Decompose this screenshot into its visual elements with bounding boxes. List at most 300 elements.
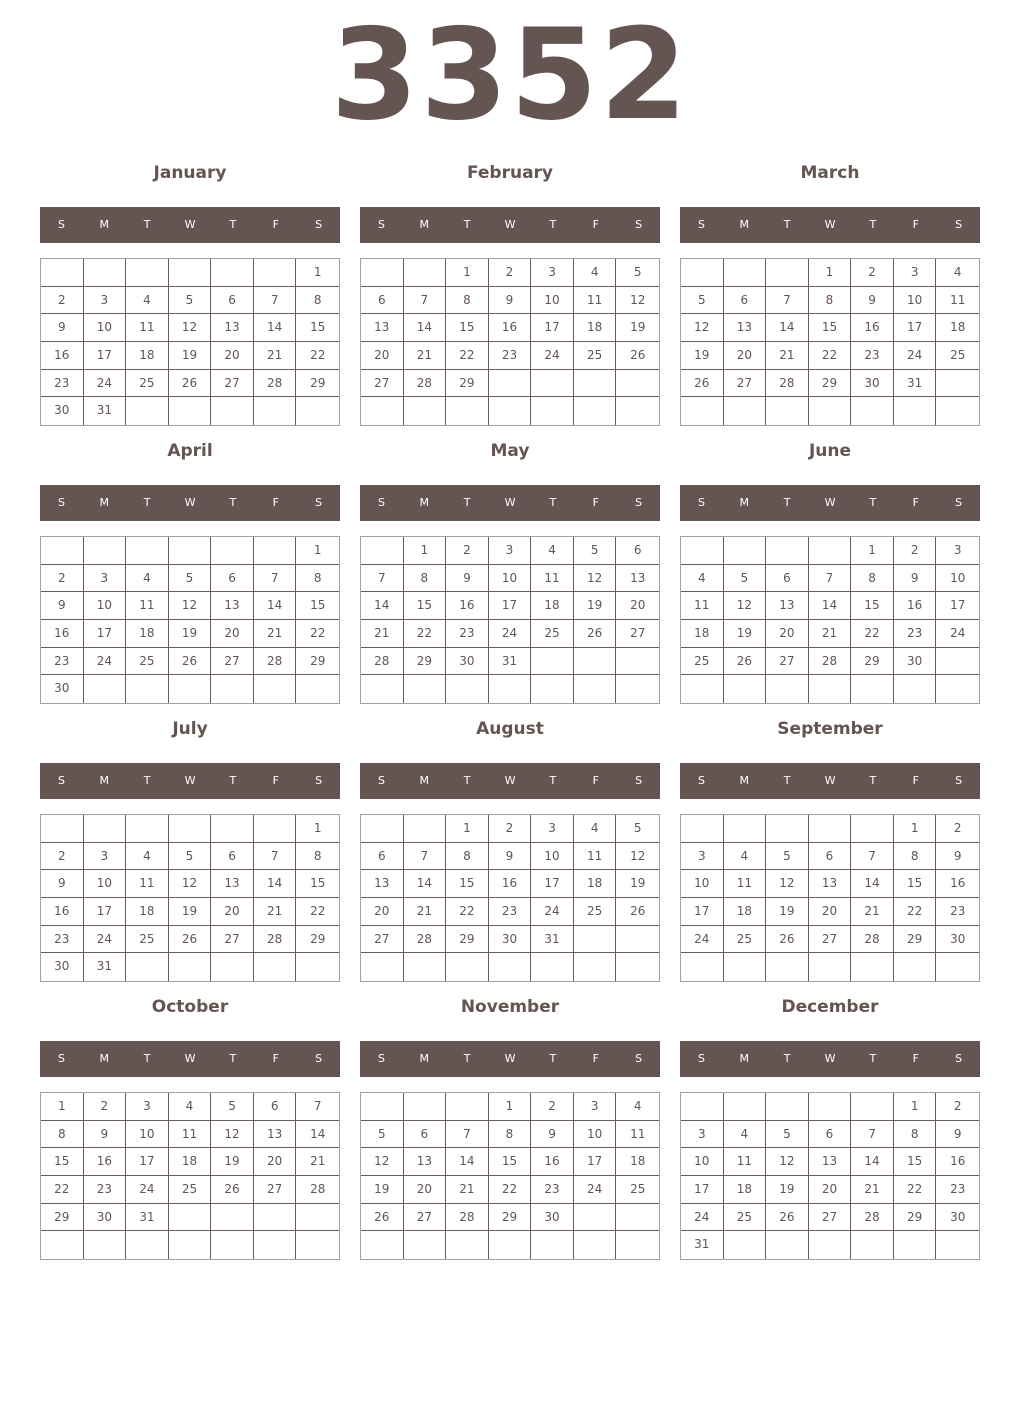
day-cell[interactable] <box>254 537 297 565</box>
day-cell[interactable]: 18 <box>724 1176 767 1204</box>
day-cell[interactable]: 4 <box>936 259 979 287</box>
day-cell[interactable]: 29 <box>809 370 852 398</box>
day-cell[interactable]: 20 <box>254 1148 297 1176</box>
day-cell[interactable]: 4 <box>126 843 169 871</box>
day-cell[interactable]: 21 <box>851 1176 894 1204</box>
day-cell[interactable]: 20 <box>809 898 852 926</box>
day-cell[interactable]: 30 <box>41 675 84 703</box>
day-cell[interactable]: 5 <box>616 815 659 843</box>
day-cell[interactable]: 30 <box>41 397 84 425</box>
day-cell[interactable]: 26 <box>169 926 212 954</box>
day-cell[interactable]: 24 <box>84 370 127 398</box>
day-cell[interactable]: 27 <box>809 1204 852 1232</box>
day-cell[interactable]: 18 <box>574 870 617 898</box>
day-cell[interactable]: 1 <box>404 537 447 565</box>
day-cell[interactable]: 13 <box>211 870 254 898</box>
day-cell[interactable]: 23 <box>851 342 894 370</box>
day-cell[interactable]: 2 <box>851 259 894 287</box>
day-cell[interactable]: 15 <box>894 1148 937 1176</box>
day-cell[interactable]: 6 <box>361 287 404 315</box>
day-cell[interactable]: 7 <box>851 1121 894 1149</box>
day-cell[interactable]: 31 <box>84 397 127 425</box>
day-cell[interactable]: 27 <box>724 370 767 398</box>
day-cell[interactable]: 17 <box>84 342 127 370</box>
day-cell[interactable]: 14 <box>766 314 809 342</box>
day-cell[interactable]: 14 <box>361 592 404 620</box>
day-cell[interactable] <box>361 1093 404 1121</box>
day-cell[interactable] <box>616 397 659 425</box>
day-cell[interactable]: 7 <box>254 565 297 593</box>
day-cell[interactable]: 25 <box>936 342 979 370</box>
day-cell[interactable] <box>574 1231 617 1259</box>
day-cell[interactable]: 3 <box>84 843 127 871</box>
day-cell[interactable] <box>254 259 297 287</box>
day-cell[interactable]: 16 <box>41 342 84 370</box>
day-cell[interactable]: 1 <box>851 537 894 565</box>
day-cell[interactable] <box>616 926 659 954</box>
day-cell[interactable]: 11 <box>681 592 724 620</box>
day-cell[interactable] <box>724 1231 767 1259</box>
day-cell[interactable]: 22 <box>809 342 852 370</box>
day-cell[interactable]: 8 <box>41 1121 84 1149</box>
day-cell[interactable]: 9 <box>446 565 489 593</box>
day-cell[interactable]: 15 <box>404 592 447 620</box>
day-cell[interactable]: 2 <box>489 259 532 287</box>
day-cell[interactable] <box>211 259 254 287</box>
day-cell[interactable] <box>296 1231 339 1259</box>
day-cell[interactable]: 27 <box>211 926 254 954</box>
day-cell[interactable]: 17 <box>681 1176 724 1204</box>
day-cell[interactable]: 9 <box>41 870 84 898</box>
day-cell[interactable]: 20 <box>211 898 254 926</box>
day-cell[interactable]: 5 <box>724 565 767 593</box>
day-cell[interactable]: 8 <box>894 1121 937 1149</box>
day-cell[interactable]: 6 <box>809 843 852 871</box>
day-cell[interactable] <box>809 815 852 843</box>
day-cell[interactable] <box>531 953 574 981</box>
day-cell[interactable] <box>724 259 767 287</box>
day-cell[interactable]: 30 <box>936 926 979 954</box>
day-cell[interactable]: 6 <box>211 565 254 593</box>
day-cell[interactable] <box>84 259 127 287</box>
day-cell[interactable]: 21 <box>404 898 447 926</box>
day-cell[interactable]: 17 <box>531 314 574 342</box>
day-cell[interactable]: 3 <box>489 537 532 565</box>
day-cell[interactable] <box>446 953 489 981</box>
day-cell[interactable]: 26 <box>169 370 212 398</box>
day-cell[interactable]: 9 <box>936 1121 979 1149</box>
day-cell[interactable]: 1 <box>446 815 489 843</box>
day-cell[interactable]: 30 <box>851 370 894 398</box>
day-cell[interactable]: 17 <box>936 592 979 620</box>
day-cell[interactable]: 16 <box>489 314 532 342</box>
day-cell[interactable]: 8 <box>296 843 339 871</box>
day-cell[interactable]: 12 <box>169 314 212 342</box>
day-cell[interactable]: 21 <box>766 342 809 370</box>
day-cell[interactable]: 5 <box>169 843 212 871</box>
day-cell[interactable] <box>489 370 532 398</box>
day-cell[interactable] <box>404 1093 447 1121</box>
day-cell[interactable]: 23 <box>41 370 84 398</box>
day-cell[interactable] <box>766 675 809 703</box>
day-cell[interactable]: 16 <box>489 870 532 898</box>
day-cell[interactable]: 18 <box>574 314 617 342</box>
day-cell[interactable]: 26 <box>724 648 767 676</box>
day-cell[interactable]: 9 <box>41 314 84 342</box>
day-cell[interactable]: 13 <box>724 314 767 342</box>
day-cell[interactable] <box>254 397 297 425</box>
day-cell[interactable] <box>531 648 574 676</box>
day-cell[interactable]: 22 <box>404 620 447 648</box>
day-cell[interactable] <box>574 1204 617 1232</box>
day-cell[interactable]: 25 <box>574 898 617 926</box>
day-cell[interactable] <box>809 1093 852 1121</box>
day-cell[interactable] <box>126 537 169 565</box>
day-cell[interactable]: 6 <box>766 565 809 593</box>
day-cell[interactable]: 30 <box>489 926 532 954</box>
day-cell[interactable]: 28 <box>254 648 297 676</box>
day-cell[interactable]: 30 <box>446 648 489 676</box>
day-cell[interactable]: 13 <box>766 592 809 620</box>
day-cell[interactable]: 11 <box>169 1121 212 1149</box>
day-cell[interactable]: 16 <box>446 592 489 620</box>
day-cell[interactable]: 10 <box>126 1121 169 1149</box>
day-cell[interactable]: 18 <box>126 620 169 648</box>
day-cell[interactable]: 19 <box>169 620 212 648</box>
day-cell[interactable]: 7 <box>404 287 447 315</box>
day-cell[interactable] <box>894 397 937 425</box>
day-cell[interactable]: 27 <box>211 648 254 676</box>
day-cell[interactable]: 5 <box>766 1121 809 1149</box>
day-cell[interactable]: 23 <box>84 1176 127 1204</box>
day-cell[interactable]: 17 <box>681 898 724 926</box>
day-cell[interactable] <box>851 1093 894 1121</box>
day-cell[interactable]: 19 <box>169 898 212 926</box>
day-cell[interactable] <box>296 675 339 703</box>
day-cell[interactable]: 18 <box>169 1148 212 1176</box>
day-cell[interactable] <box>531 370 574 398</box>
day-cell[interactable]: 3 <box>574 1093 617 1121</box>
day-cell[interactable] <box>531 675 574 703</box>
day-cell[interactable]: 10 <box>84 870 127 898</box>
day-cell[interactable]: 24 <box>894 342 937 370</box>
day-cell[interactable]: 7 <box>404 843 447 871</box>
day-cell[interactable]: 4 <box>681 565 724 593</box>
day-cell[interactable] <box>446 397 489 425</box>
day-cell[interactable] <box>809 537 852 565</box>
day-cell[interactable]: 10 <box>84 592 127 620</box>
day-cell[interactable]: 4 <box>616 1093 659 1121</box>
day-cell[interactable]: 12 <box>724 592 767 620</box>
day-cell[interactable]: 10 <box>574 1121 617 1149</box>
day-cell[interactable]: 21 <box>851 898 894 926</box>
day-cell[interactable] <box>574 926 617 954</box>
day-cell[interactable] <box>404 815 447 843</box>
day-cell[interactable] <box>681 1093 724 1121</box>
day-cell[interactable]: 11 <box>126 314 169 342</box>
day-cell[interactable] <box>169 1204 212 1232</box>
day-cell[interactable]: 11 <box>724 1148 767 1176</box>
day-cell[interactable]: 29 <box>404 648 447 676</box>
day-cell[interactable]: 24 <box>84 648 127 676</box>
day-cell[interactable]: 26 <box>361 1204 404 1232</box>
day-cell[interactable]: 9 <box>84 1121 127 1149</box>
day-cell[interactable]: 22 <box>446 342 489 370</box>
day-cell[interactable]: 10 <box>531 287 574 315</box>
day-cell[interactable] <box>766 397 809 425</box>
day-cell[interactable]: 13 <box>361 870 404 898</box>
day-cell[interactable] <box>616 675 659 703</box>
day-cell[interactable]: 5 <box>169 565 212 593</box>
day-cell[interactable]: 14 <box>851 1148 894 1176</box>
day-cell[interactable]: 23 <box>41 648 84 676</box>
day-cell[interactable] <box>361 953 404 981</box>
day-cell[interactable]: 25 <box>126 648 169 676</box>
day-cell[interactable] <box>681 259 724 287</box>
day-cell[interactable] <box>531 397 574 425</box>
day-cell[interactable]: 19 <box>616 314 659 342</box>
day-cell[interactable]: 5 <box>361 1121 404 1149</box>
day-cell[interactable] <box>851 815 894 843</box>
day-cell[interactable]: 16 <box>894 592 937 620</box>
day-cell[interactable]: 30 <box>84 1204 127 1232</box>
day-cell[interactable]: 23 <box>489 342 532 370</box>
day-cell[interactable]: 14 <box>446 1148 489 1176</box>
day-cell[interactable] <box>851 675 894 703</box>
day-cell[interactable]: 20 <box>616 592 659 620</box>
day-cell[interactable]: 13 <box>809 870 852 898</box>
day-cell[interactable]: 2 <box>531 1093 574 1121</box>
day-cell[interactable]: 26 <box>616 898 659 926</box>
day-cell[interactable]: 27 <box>254 1176 297 1204</box>
day-cell[interactable]: 14 <box>809 592 852 620</box>
day-cell[interactable] <box>574 370 617 398</box>
day-cell[interactable] <box>724 537 767 565</box>
day-cell[interactable]: 16 <box>84 1148 127 1176</box>
day-cell[interactable]: 3 <box>531 259 574 287</box>
day-cell[interactable]: 23 <box>936 898 979 926</box>
day-cell[interactable]: 23 <box>489 898 532 926</box>
day-cell[interactable]: 15 <box>489 1148 532 1176</box>
day-cell[interactable]: 1 <box>296 259 339 287</box>
day-cell[interactable]: 11 <box>616 1121 659 1149</box>
day-cell[interactable] <box>254 953 297 981</box>
day-cell[interactable]: 14 <box>404 314 447 342</box>
day-cell[interactable] <box>254 675 297 703</box>
day-cell[interactable] <box>681 397 724 425</box>
day-cell[interactable]: 2 <box>84 1093 127 1121</box>
day-cell[interactable] <box>404 397 447 425</box>
day-cell[interactable]: 25 <box>531 620 574 648</box>
day-cell[interactable]: 10 <box>681 1148 724 1176</box>
day-cell[interactable] <box>254 1231 297 1259</box>
day-cell[interactable] <box>851 397 894 425</box>
day-cell[interactable] <box>616 370 659 398</box>
day-cell[interactable]: 14 <box>254 592 297 620</box>
day-cell[interactable] <box>724 953 767 981</box>
day-cell[interactable]: 1 <box>489 1093 532 1121</box>
day-cell[interactable]: 10 <box>84 314 127 342</box>
day-cell[interactable]: 20 <box>211 342 254 370</box>
day-cell[interactable] <box>296 1204 339 1232</box>
day-cell[interactable] <box>169 953 212 981</box>
day-cell[interactable] <box>211 537 254 565</box>
day-cell[interactable]: 26 <box>616 342 659 370</box>
day-cell[interactable]: 16 <box>41 620 84 648</box>
day-cell[interactable]: 15 <box>809 314 852 342</box>
day-cell[interactable]: 1 <box>894 1093 937 1121</box>
day-cell[interactable]: 5 <box>169 287 212 315</box>
day-cell[interactable]: 29 <box>41 1204 84 1232</box>
day-cell[interactable]: 25 <box>574 342 617 370</box>
day-cell[interactable] <box>126 675 169 703</box>
day-cell[interactable]: 1 <box>41 1093 84 1121</box>
day-cell[interactable]: 19 <box>616 870 659 898</box>
day-cell[interactable] <box>766 1093 809 1121</box>
day-cell[interactable]: 17 <box>531 870 574 898</box>
day-cell[interactable]: 9 <box>531 1121 574 1149</box>
day-cell[interactable]: 15 <box>894 870 937 898</box>
day-cell[interactable]: 8 <box>894 843 937 871</box>
day-cell[interactable]: 27 <box>766 648 809 676</box>
day-cell[interactable]: 28 <box>766 370 809 398</box>
day-cell[interactable]: 3 <box>936 537 979 565</box>
day-cell[interactable]: 30 <box>531 1204 574 1232</box>
day-cell[interactable]: 19 <box>724 620 767 648</box>
day-cell[interactable] <box>574 953 617 981</box>
day-cell[interactable]: 4 <box>126 287 169 315</box>
day-cell[interactable] <box>936 648 979 676</box>
day-cell[interactable]: 7 <box>766 287 809 315</box>
day-cell[interactable] <box>574 648 617 676</box>
day-cell[interactable]: 4 <box>574 815 617 843</box>
day-cell[interactable] <box>936 1231 979 1259</box>
day-cell[interactable]: 5 <box>766 843 809 871</box>
day-cell[interactable]: 13 <box>211 592 254 620</box>
day-cell[interactable]: 12 <box>211 1121 254 1149</box>
day-cell[interactable] <box>126 815 169 843</box>
day-cell[interactable]: 18 <box>531 592 574 620</box>
day-cell[interactable]: 21 <box>254 342 297 370</box>
day-cell[interactable]: 3 <box>681 843 724 871</box>
day-cell[interactable]: 18 <box>936 314 979 342</box>
day-cell[interactable] <box>404 259 447 287</box>
day-cell[interactable] <box>851 953 894 981</box>
day-cell[interactable] <box>84 537 127 565</box>
day-cell[interactable] <box>809 1231 852 1259</box>
day-cell[interactable]: 17 <box>489 592 532 620</box>
day-cell[interactable]: 2 <box>489 815 532 843</box>
day-cell[interactable]: 14 <box>851 870 894 898</box>
day-cell[interactable]: 29 <box>446 370 489 398</box>
day-cell[interactable]: 19 <box>766 898 809 926</box>
day-cell[interactable]: 27 <box>361 926 404 954</box>
day-cell[interactable]: 11 <box>574 287 617 315</box>
day-cell[interactable]: 26 <box>574 620 617 648</box>
day-cell[interactable]: 24 <box>574 1176 617 1204</box>
day-cell[interactable]: 13 <box>404 1148 447 1176</box>
day-cell[interactable] <box>404 953 447 981</box>
day-cell[interactable]: 19 <box>766 1176 809 1204</box>
day-cell[interactable]: 26 <box>211 1176 254 1204</box>
day-cell[interactable]: 8 <box>446 287 489 315</box>
day-cell[interactable] <box>681 953 724 981</box>
day-cell[interactable]: 12 <box>361 1148 404 1176</box>
day-cell[interactable] <box>361 259 404 287</box>
day-cell[interactable]: 21 <box>254 620 297 648</box>
day-cell[interactable]: 12 <box>616 843 659 871</box>
day-cell[interactable]: 12 <box>681 314 724 342</box>
day-cell[interactable]: 2 <box>41 565 84 593</box>
day-cell[interactable] <box>169 675 212 703</box>
day-cell[interactable]: 23 <box>936 1176 979 1204</box>
day-cell[interactable] <box>446 1231 489 1259</box>
day-cell[interactable]: 4 <box>126 565 169 593</box>
day-cell[interactable]: 2 <box>936 1093 979 1121</box>
day-cell[interactable]: 24 <box>681 1204 724 1232</box>
day-cell[interactable]: 9 <box>489 843 532 871</box>
day-cell[interactable] <box>766 815 809 843</box>
day-cell[interactable]: 5 <box>574 537 617 565</box>
day-cell[interactable] <box>404 1231 447 1259</box>
day-cell[interactable]: 8 <box>296 287 339 315</box>
day-cell[interactable]: 8 <box>851 565 894 593</box>
day-cell[interactable] <box>489 397 532 425</box>
day-cell[interactable] <box>84 815 127 843</box>
day-cell[interactable]: 29 <box>296 370 339 398</box>
day-cell[interactable]: 11 <box>574 843 617 871</box>
day-cell[interactable] <box>126 953 169 981</box>
day-cell[interactable]: 12 <box>616 287 659 315</box>
day-cell[interactable]: 8 <box>446 843 489 871</box>
day-cell[interactable] <box>41 537 84 565</box>
day-cell[interactable]: 11 <box>126 592 169 620</box>
day-cell[interactable] <box>894 675 937 703</box>
day-cell[interactable] <box>616 648 659 676</box>
day-cell[interactable]: 27 <box>211 370 254 398</box>
day-cell[interactable]: 21 <box>446 1176 489 1204</box>
day-cell[interactable]: 5 <box>616 259 659 287</box>
day-cell[interactable]: 24 <box>489 620 532 648</box>
day-cell[interactable]: 5 <box>211 1093 254 1121</box>
day-cell[interactable]: 24 <box>126 1176 169 1204</box>
day-cell[interactable] <box>211 675 254 703</box>
day-cell[interactable] <box>446 675 489 703</box>
day-cell[interactable]: 10 <box>681 870 724 898</box>
day-cell[interactable]: 25 <box>724 926 767 954</box>
day-cell[interactable]: 13 <box>616 565 659 593</box>
day-cell[interactable]: 9 <box>851 287 894 315</box>
day-cell[interactable]: 28 <box>446 1204 489 1232</box>
day-cell[interactable]: 21 <box>296 1148 339 1176</box>
day-cell[interactable]: 12 <box>574 565 617 593</box>
day-cell[interactable]: 18 <box>616 1148 659 1176</box>
day-cell[interactable]: 23 <box>531 1176 574 1204</box>
day-cell[interactable] <box>766 953 809 981</box>
day-cell[interactable]: 12 <box>766 870 809 898</box>
day-cell[interactable]: 19 <box>169 342 212 370</box>
day-cell[interactable]: 27 <box>404 1204 447 1232</box>
day-cell[interactable]: 8 <box>404 565 447 593</box>
day-cell[interactable]: 9 <box>489 287 532 315</box>
day-cell[interactable]: 15 <box>446 314 489 342</box>
day-cell[interactable] <box>936 675 979 703</box>
day-cell[interactable]: 9 <box>41 592 84 620</box>
day-cell[interactable]: 28 <box>809 648 852 676</box>
day-cell[interactable]: 22 <box>41 1176 84 1204</box>
day-cell[interactable] <box>211 1231 254 1259</box>
day-cell[interactable]: 8 <box>809 287 852 315</box>
